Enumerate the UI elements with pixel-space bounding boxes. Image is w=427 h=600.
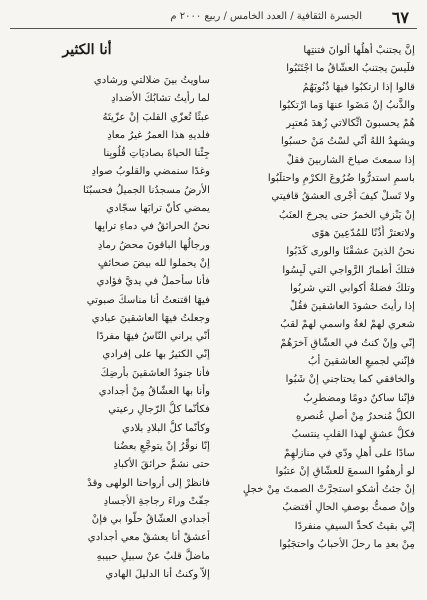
verse-line: مِنْ بعدِ ما رحلَ الأحبابُ واحتجَبُوا (279, 539, 415, 551)
verse-line: فأنا جنودُ العاشقينَ بأرضِكَ (100, 367, 210, 379)
verse-line: لما رأيتُ تشابُكَ الأضدادِ (111, 93, 210, 105)
verse-line: الكلُّ مُنحدرٌ مِنْ أصلِ عُنصرهِ (296, 410, 415, 422)
verse-line: إنَّ يجتنبْ أهلُها ألوانَ فتنتِها (303, 45, 415, 56)
verse-line: فلَيسَ يجتنبُ العشّاقُ ما اجْتَنَبُوا (286, 63, 415, 75)
verse-line: فلديهِ هذا العمرُ غيرُ معادِ (107, 129, 210, 141)
verse-line: إذا سمعتَ صياحَ الشاربينَ فقلْ (286, 154, 415, 166)
verse-line: والذَّنبُ إنْ مَضَوا عنهَا وَما ارْتكبُوا (279, 99, 415, 111)
running-title: الجسرة الثقافية / العدد الخامس / ربيع ٢٠٠٠ م (170, 11, 362, 22)
verse-line: فانظرْ إلى أرواحنا الولهى وقدْ (87, 477, 210, 489)
verse-line: والخافقي كما يحتاجني إنْ شَبُوا (285, 374, 415, 386)
verse-line: أنّي يراني النّاسُ فيهَا مفردًا (96, 331, 210, 343)
verse-line: إنّي الكثيرُ بها على إفرادي (102, 349, 210, 361)
verse-line: فكأنّما كلُّ الرّجالِ رعيتي (108, 404, 210, 416)
poem-columns (14, 42, 415, 590)
verse-line: نحنُ الحرائقُ في دماءِ ترابِها (94, 221, 210, 233)
page-header (10, 8, 417, 30)
verse-line: جفّتْ وراءَ رجاجةِ الأجسادِ (103, 495, 210, 507)
verse-line: وإنْ صمتُّ بوصفِ الحالِ أقتضبُ (282, 502, 415, 514)
verse-line: ولا تَسلْ كيفَ أُجْرى العشقُ قافيتي (271, 191, 415, 203)
verse-line: الأرضُ مسجدُنا الجميلُ فحسبُنَا (83, 184, 210, 196)
page-number: ٦٧ (391, 8, 409, 27)
left-column (14, 42, 210, 590)
verse-line: فكلُّ عشقٍ لهذا القلبِ ينتسبُ (291, 429, 415, 441)
header-divider (10, 28, 417, 29)
right-column (219, 42, 415, 590)
verse-line: إنّي بقيتُ كحدِّ السيفِ منفردًا (294, 520, 415, 532)
verse-line: إذا رأيتَ حشودَ العاشقينَ فقُلْ (289, 301, 415, 313)
verse-line: وأنا بها العشّاقُ مِنْ أجدادي (98, 386, 210, 398)
verse-line: فإنّني لجميعِ العاشقينَ أبُ (307, 356, 415, 368)
verse-line: ماضلَّ قلبٌ عنْ سبيلِ حبيبهِ (96, 550, 210, 562)
verse-line: سادًا على أهلِ ودّي في منازلهِمْ (284, 447, 415, 459)
verse-line: نحنُ الذينَ عشقْنَا والورى كَذَبُوا (286, 246, 415, 258)
verse-line: وجعلتُ فيهَا العاشقينَ عبادي (91, 312, 210, 324)
verse-line: لو أرهفُوا السمعَ للعشّاقِ إنْ عتبُوا (275, 465, 415, 477)
verse-line: ويشهدُ اللهُ أنّي لسْتُ مَنْ حسبُوا (281, 136, 415, 148)
verse-line: باسمِ استدرُّوا ضُرُوعَ الكرْمِ واحتلَبُوا (267, 173, 415, 185)
verse-line: قالوا إذا ارتكبُوا فيهَا ذُنُوبَهُمُ (302, 81, 415, 93)
verse-line: يمضي كأنّ ترابَها سجّادي (106, 203, 210, 215)
verse-line: عبثًا تُعزّي القلبَ إنْ عزّيتَهُ (102, 111, 210, 123)
verse-line: فيهَا اقتنعتُ أنا مناسكَ صبوتي (86, 294, 210, 306)
verse-line: ساويتُ بينَ ضلالتي ورشادي (93, 75, 210, 86)
verse-line: أجدادي العشّاقُ حلّوا بي فإنْ (91, 514, 210, 526)
verse-line: وكأنّما كلُّ البلادِ بلادي (121, 422, 210, 434)
verse-line: إنْ يحملوا لله بيضَ صحائفٍ (97, 257, 210, 269)
verse-line: إلاّ وكنتُ أنا الدليلَ الهادي (105, 569, 210, 581)
verse-line: حتى نشمَّ حرائقَ الأكبادِ (113, 459, 210, 471)
verse-line: فإنّنا ساكنٌ دومًا ومضطرِبُ (303, 392, 415, 404)
verse-line: ورجالُها الباقونَ محضُ رمادِ (97, 239, 210, 251)
verse-line: أعشقْ أنا يعشقْ معي أجدادي (87, 532, 210, 544)
verse-line: إنْ جئتُ أشكو استجرَّتْ الصمتَ مِنْ خجلٍ (242, 484, 415, 496)
verse-line: إنّا نوقِّرُ إنْ يتوجَّعِ بعضُنا (113, 440, 210, 452)
verse-line: فتلكَ أطمارُ الرَّواجي التي لَبِسُوا (282, 264, 415, 276)
verse-line: إنّي وإنْ كنتُ في العشّاقِ آخرَهُمْ (280, 337, 415, 349)
verse-line: ولاتعترْ أُذُنًا للمُدّعِينَ هوًى (311, 227, 415, 239)
poem-title: أنا الكثير (62, 42, 112, 58)
verse-line: هُمْ يحسبونَ اتِّكالاتي زُهدَ مُعتبِر (286, 118, 415, 130)
verse-line: وتلكَ فضلةُ أكوابي التي شربُوا (290, 282, 415, 294)
left-column-verses (14, 72, 210, 584)
verse-line: وغدًا سنمضي والقلوبُ صوادِ (91, 166, 210, 178)
verse-line: شعري لهمْ لغةٌ واسمي لهمْ لقبُ (280, 319, 415, 331)
verse-line: فأنا سأحملُ في يديَّ فؤادي (96, 276, 210, 288)
verse-line: جِئْنا الحياةَ بصاديَاتِ قُلُوبِنا (103, 148, 210, 160)
verse-line: إنْ يَنْزفِ الخمرُ حتى يجرحَ العنَبُ (278, 209, 415, 221)
